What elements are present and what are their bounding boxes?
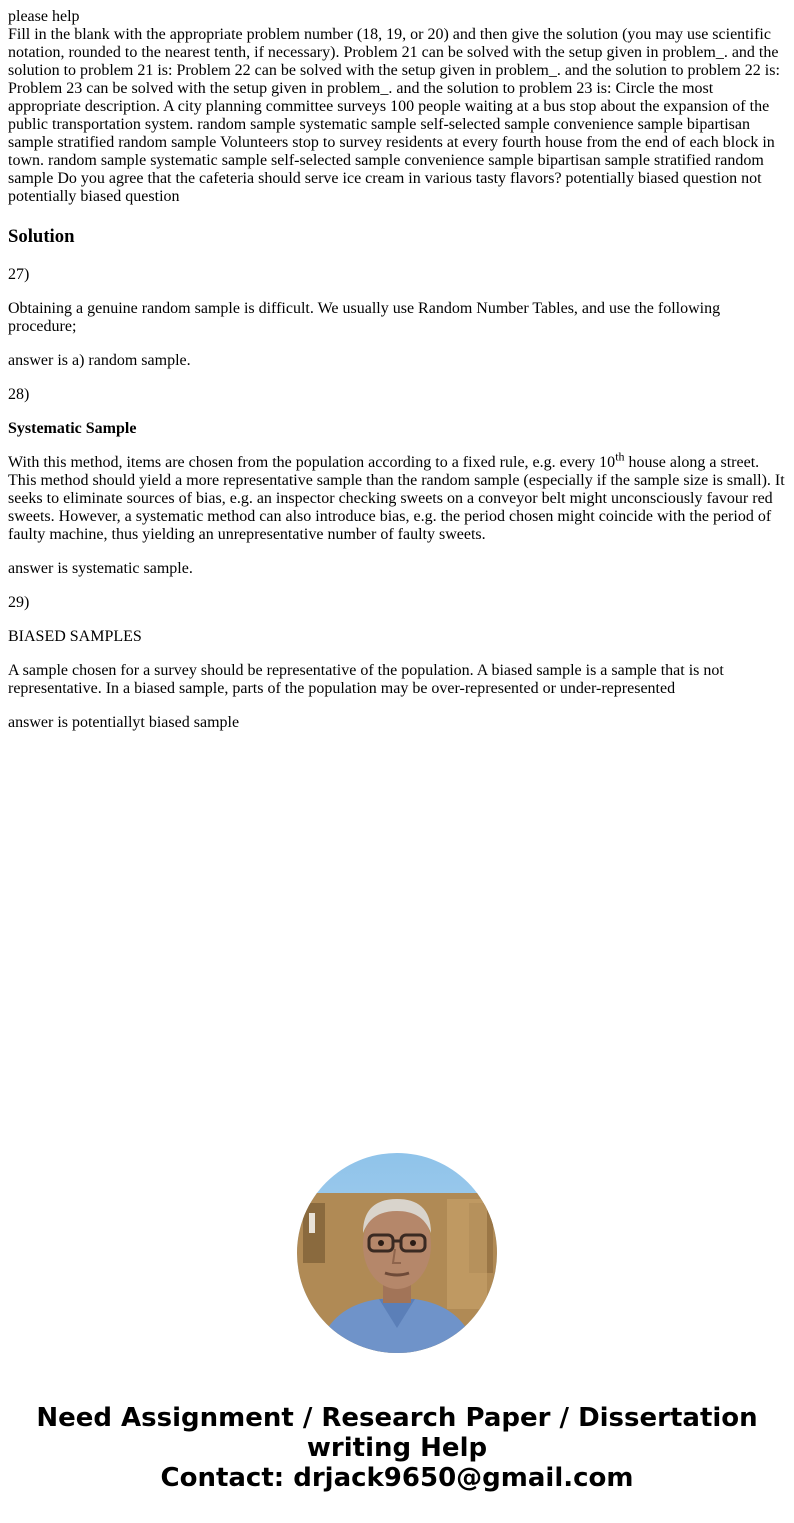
ordinal-superscript: th [615,449,625,464]
problem-28-text [8,449,786,544]
question-and-solution [8,8,786,732]
problem-28-text-b: house along a street. This method should yield a more representative sample than the random sample (especially if the sample size is small). It seeks to eliminate sources of bias, e.g. an inspector checking sweets on a conveyor belt might unconsciously favour red sweets. However, a systematic method can also introduce bias, e.g. the period chosen might coincide with the period of faulty machine, thus yielding an unrepresentative number of faulty sweets. [8,454,785,543]
systematic-sample-heading: Systematic Sample [8,420,137,437]
problem-28-text-a: With this method, items are chosen from the population according to a fixed rule, e.g. every 10 [8,454,616,471]
problem-29-number: 29) [8,594,30,611]
problem-27-text: Obtaining a genuine random sample is difficult. We usually use Random Number Tables, and use the following procedure; [8,300,721,335]
problem-27-number: 27) [8,266,30,283]
promo-line-1: Need Assignment / Research Paper / Dissertation [36,1403,758,1433]
problem-27-answer: answer is a) random sample. [8,352,191,369]
problem-29-text: A sample chosen for a survey should be representative of the population. A biased sample is a sample that is not representative. In a biased sample, parts of the population may be over-represented or under-represented [8,662,724,697]
promo-contact: Contact: drjack9650@gmail.com [160,1463,634,1493]
question-body: Fill in the blank with the appropriate problem number (18, 19, or 20) and then give the solution (you may use scientific notation, rounded to the nearest tenth, if necessary). Problem 21 can be solved with the setup given in problem_. and the solution to problem 21 is: Problem 22 can be solved with the setup given in problem_. and the solution to problem 22 is: Problem 23 can be solved with the setup given in problem_. and the solution to problem 23 is: Circle the most appropriate description. A city planning committee surveys 100 people waiting at a bus stop about the expansion of the public transportation system. random sample systematic sample self-selected sample convenience sample bipartisan sample stratified random sample Volunteers stop to survey residents at every fourth house from the end of each block in town. random sample systematic sample self-selected sample convenience sample bipartisan sample stratified random sample Do you agree that the cafeteria should serve ice cream in various tasty flavors? potentially biased question not potentially biased question [8,26,780,205]
problem-28-heading [8,420,786,438]
promo-line-2: writing Help [306,1433,488,1463]
solution-heading: Solution [8,226,75,247]
question-title: please help [8,8,80,25]
problem-28-answer: answer is systematic sample. [8,560,193,577]
problem-29-heading: BIASED SAMPLES [8,628,142,645]
author-avatar [297,1153,497,1353]
author-portrait-image [297,1153,497,1353]
problem-28-number: 28) [8,386,30,403]
promo-banner [0,1403,794,1493]
problem-29-answer: answer is potentiallyt biased sample [8,714,240,731]
